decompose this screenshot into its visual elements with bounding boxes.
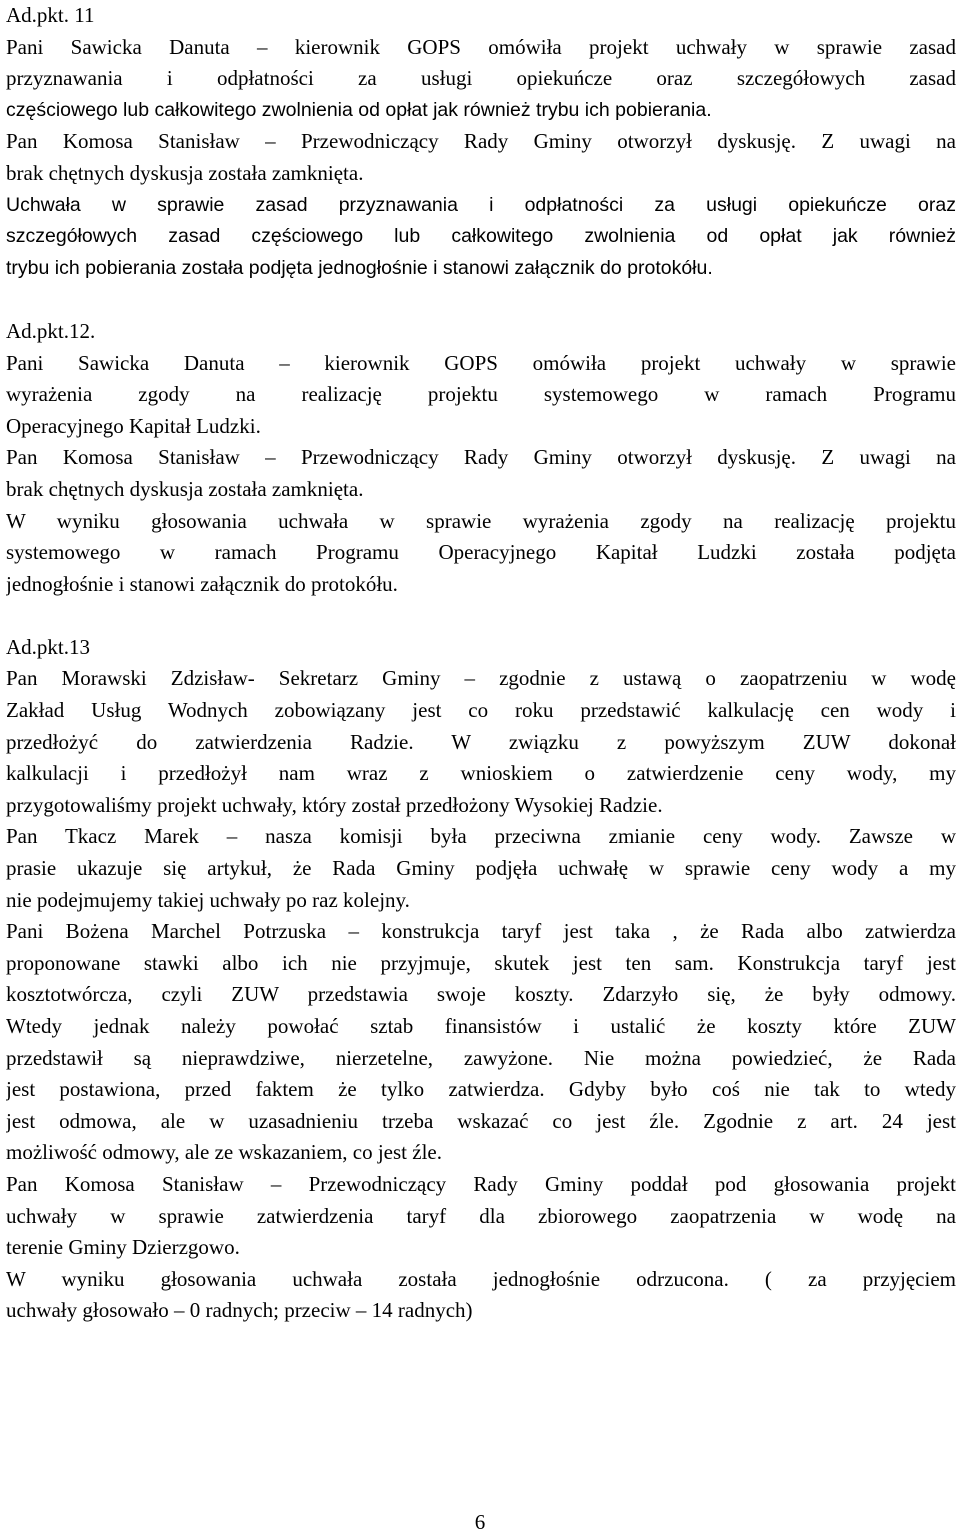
paragraph-line: Pani Sawicka Danuta – kierownik GOPS omówiła projekt uchwały w sprawie zasad	[6, 34, 956, 59]
paragraph-line: W wyniku głosowania uchwała w sprawie wyrażenia zgody na realizację projektu	[6, 508, 956, 533]
paragraph-line: brak chętnych dyskusja została zamknięta.	[6, 160, 364, 185]
agenda-item-section	[6, 632, 956, 1327]
paragraph-line: Pani Bożena Marchel Potrzuska – konstrukcja taryf jest taka , że Rada albo zatwierdza	[6, 919, 956, 944]
paragraph-line: przedstawił są nieprawdziwe, nierzetelne, zawyżone. Nie można powiedzieć, że Rada	[6, 1045, 956, 1070]
paragraph-line: Zakład Usług Wodnych zobowiązany jest co roku przedstawić kalkulację cen wody i	[6, 698, 956, 723]
paragraph-line: Pan Komosa Stanisław – Przewodniczący Rady Gminy otworzył dyskusję. Z uwagi na	[6, 129, 956, 154]
paragraph-line: systemowego w ramach Programu Operacyjnego Kapitał Ludzki została podjęta	[6, 540, 956, 565]
paragraph-line: przyznawania i odpłatności za usługi opiekuńcze oraz szczegółowych zasad	[6, 66, 956, 91]
paragraph-line: Pan Morawski Zdzisław- Sekretarz Gminy – zgodnie z ustawą o zaopatrzeniu w wodę	[6, 666, 956, 691]
page-number: 6	[474, 1510, 486, 1534]
paragraph-line: terenie Gminy Dzierzgowo.	[6, 1235, 240, 1260]
paragraph-line: szczegółowych zasad częściowego lub całkowitego zwolnienia od opłat jak również	[6, 225, 956, 248]
agenda-item-heading: Ad.pkt. 11	[6, 3, 95, 27]
paragraph-line: kalkulacji i przedłożył nam wraz z wnioskiem o zatwierdzenie ceny wody, my	[6, 761, 956, 786]
paragraph-line: W wyniku głosowania uchwała została jednogłośnie odrzucona. ( za przyjęciem	[6, 1266, 956, 1291]
paragraph-line: częściowego lub całkowitego zwolnienia od opłat jak również trybu ich pobierania.	[6, 98, 712, 121]
paragraph-line: prasie ukazuje się artykuł, że Rada Gminy podjęła uchwałę w sprawie ceny wody a my	[6, 856, 956, 881]
paragraph-line: Uchwała w sprawie zasad przyznawania i odpłatności za usługi opiekuńcze oraz	[6, 193, 956, 216]
agenda-item-heading: Ad.pkt.13	[6, 634, 90, 659]
paragraph-line: wyrażenia zgody na realizację projektu systemowego w ramach Programu	[6, 382, 956, 407]
paragraph-line: Pani Sawicka Danuta – kierownik GOPS omówiła projekt uchwały w sprawie	[6, 350, 956, 375]
document-page	[6, 0, 956, 1327]
paragraph-line: Operacyjnego Kapitał Ludzki.	[6, 413, 261, 438]
paragraph-line: przygotowaliśmy projekt uchwały, który został przedłożony Wysokiej Radzie.	[6, 792, 663, 817]
paragraph-line: uchwały w sprawie zatwierdzenia taryf dla zbiorowego zaopatrzenia w wodę na	[6, 1203, 956, 1228]
paragraph-line: Pan Komosa Stanisław – Przewodniczący Rady Gminy poddał pod głosowania projekt	[6, 1171, 956, 1196]
paragraph-line: jednogłośnie i stanowi załącznik do protokółu.	[6, 571, 398, 596]
paragraph-line: możliwość odmowy, ale ze wskazaniem, co jest źle.	[6, 1140, 442, 1165]
section-spacer	[6, 600, 956, 632]
paragraph-line: proponowane stawki albo ich nie przyjmuje, skutek jest ten sam. Konstrukcja taryf jest	[6, 950, 956, 975]
agenda-item-section	[6, 0, 956, 284]
paragraph-line: Pan Komosa Stanisław – Przewodniczący Rady Gminy otworzył dyskusję. Z uwagi na	[6, 445, 956, 470]
paragraph-line: jest postawiona, przed faktem że tylko zatwierdza. Gdyby było coś nie tak to wtedy	[6, 1077, 956, 1102]
paragraph-line: Wtedy jednak należy powołać sztab finansistów i ustalić że koszty które ZUW	[6, 1014, 956, 1038]
paragraph-line: brak chętnych dyskusja została zamknięta.	[6, 476, 364, 501]
paragraph-line: uchwały głosowało – 0 radnych; przeciw – 14 radnych)	[6, 1298, 473, 1323]
paragraph-line: kosztotwórcza, czyli ZUW przedstawia swoje koszty. Zdarzyło się, że były odmowy.	[6, 982, 956, 1007]
agenda-item-heading: Ad.pkt.12.	[6, 318, 96, 343]
paragraph-line: Pan Tkacz Marek – nasza komisji była przeciwna zmianie ceny wody. Zawsze w	[6, 824, 956, 849]
section-spacer	[6, 284, 956, 316]
paragraph-line: nie podejmujemy takiej uchwały po raz kolejny.	[6, 887, 410, 912]
paragraph-line: przedłożyć do zatwierdzenia Radzie. W związku z powyższym ZUW dokonał	[6, 729, 956, 754]
paragraph-line: jest odmowa, ale w uzasadnieniu trzeba wskazać co jest źle. Zgodnie z art. 24 jest	[6, 1108, 956, 1133]
agenda-item-section	[6, 316, 956, 600]
paragraph-line: trybu ich pobierania została podjęta jednogłośnie i stanowi załącznik do protokółu.	[6, 256, 713, 279]
